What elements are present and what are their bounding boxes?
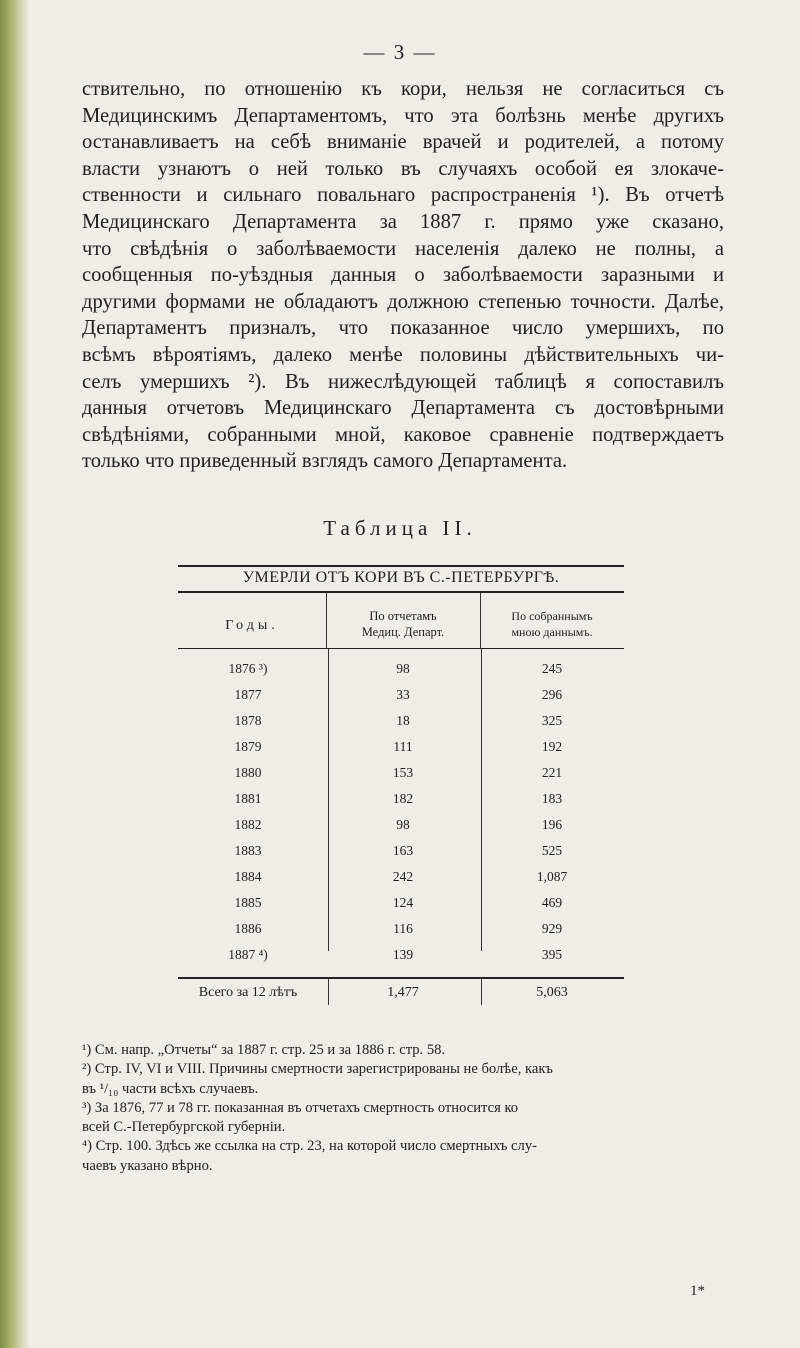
- total-official: 1,477: [387, 985, 419, 1000]
- body-line: другими формами не обладаютъ должною степенью точности. Далѣе,: [82, 290, 724, 313]
- body-line: ствительно, по отношенію къ кори, нельзя не согласиться съ: [82, 78, 724, 100]
- body-line: Медицинскаго Департамента за 1887 г. прямо уже сказано,: [82, 210, 724, 233]
- footnote-line: ⁴) Стр. 100. Здѣсь же ссылка на стр. 23, на которой число смертныхъ слу-: [82, 1138, 537, 1155]
- header-collected-line1: По собраннымъ: [511, 609, 593, 623]
- collected-cell: 245: [541, 661, 563, 676]
- footnote-line: ³) За 1876, 77 и 78 гг. показанная въ отчетахъ смертность относится ко: [82, 1099, 519, 1116]
- collected-cell: 296: [541, 687, 563, 702]
- year-cell: 1884: [234, 869, 262, 884]
- body-line: всѣмъ вѣроятіямъ, далеко менѣе половины дѣйствительныхъ чи-: [82, 343, 724, 366]
- footnote-line: ¹) См. напр. „Отчеты“ за 1887 г. стр. 25 и за 1886 г. стр. 58.: [82, 1042, 446, 1058]
- body-line: власти узнаютъ о ней только въ случаяхъ особой ея злокаче-: [82, 157, 724, 180]
- year-cell: 1877: [234, 687, 262, 702]
- official-cell: 18: [396, 713, 410, 728]
- year-cell: 1886: [234, 921, 262, 936]
- body-line: только что приведенный взглядъ самого Департамента.: [82, 450, 568, 473]
- col-divider: [480, 593, 481, 649]
- page-number: — 3 —: [363, 40, 437, 64]
- body-line: свѣдѣніями, собранными мной, каковое сравненіе подтверждаетъ: [82, 423, 724, 446]
- footnote-line: въ ¹/₁₀ части всѣхъ случаевъ.: [82, 1080, 259, 1097]
- body-line: данныя отчетовъ Медицинскаго Департамента съ достовѣрными: [82, 397, 724, 420]
- year-cell: 1879: [234, 739, 262, 754]
- official-cell: 163: [392, 843, 414, 858]
- table-caption: УМЕРЛИ ОТЪ КОРИ ВЪ С.-ПЕТЕРБУРГѢ.: [242, 569, 560, 586]
- table-row: [178, 869, 624, 895]
- official-cell: 153: [392, 765, 414, 780]
- body-line: Департаментъ призналъ, что показанное число умершихъ, по: [82, 317, 724, 340]
- year-cell: 1885: [234, 895, 262, 910]
- official-cell: 98: [396, 661, 410, 676]
- body-line: селъ умершихъ ²). Въ нижеслѣдующей таблицѣ я сопоставилъ: [82, 370, 724, 393]
- header-official-line1: По отчетамъ: [369, 609, 437, 623]
- caption-rule: [178, 591, 624, 593]
- col-divider: [326, 593, 327, 649]
- collected-cell: 325: [541, 713, 563, 728]
- year-cell: 1878: [234, 713, 262, 728]
- table-title: Таблица II.: [323, 516, 477, 540]
- collected-cell: 196: [541, 817, 563, 832]
- body-line: сообщенныя по-уѣздныя данныя о заболѣваемости заразными и: [82, 264, 724, 287]
- footnote-line: ²) Стр. IV, VI и VIII. Причины смертности зарегистрированы не болѣе, какъ: [82, 1061, 553, 1078]
- table-row: [178, 765, 624, 791]
- header-years: Годы.: [225, 618, 279, 633]
- year-cell: 1876 ³): [228, 661, 268, 676]
- collected-cell: 192: [541, 739, 563, 754]
- year-cell: 1881: [234, 791, 262, 806]
- table-row: [178, 739, 624, 765]
- table-top-rule: [178, 565, 624, 567]
- year-cell: 1887 ⁴): [228, 947, 268, 962]
- official-cell: 182: [392, 791, 414, 806]
- collected-cell: 183: [541, 791, 563, 806]
- total-collected: 5,063: [536, 985, 568, 1000]
- table-row: [178, 895, 624, 921]
- official-cell: 139: [392, 947, 414, 962]
- table-row: [178, 713, 624, 739]
- year-cell: 1883: [234, 843, 262, 858]
- table-row: [178, 921, 624, 947]
- table-row: [178, 817, 624, 843]
- header-collected-line2: мною даннымъ.: [511, 625, 593, 639]
- header-official: [326, 608, 480, 640]
- body-line: ственности и сильнаго повальнаго распространенія ¹). Въ отчетѣ: [82, 184, 724, 207]
- collected-cell: 395: [541, 947, 563, 962]
- table-row: [178, 947, 624, 973]
- year-cell: 1880: [234, 765, 262, 780]
- official-cell: 242: [392, 869, 414, 884]
- footnotes: [82, 1041, 724, 1176]
- official-cell: 33: [396, 687, 410, 702]
- mortality-table: [178, 565, 624, 1005]
- header-official-line2: Медиц. Департ.: [361, 625, 445, 639]
- collected-cell: 469: [541, 895, 563, 910]
- collected-cell: 929: [541, 921, 563, 936]
- official-cell: 111: [393, 739, 413, 754]
- body-paragraph: [82, 76, 724, 475]
- body-line: Медицинскимъ Департаментомъ, что эта болѣзнь менѣе другихъ: [82, 104, 724, 127]
- table-row: [178, 661, 624, 687]
- collected-cell: 221: [541, 765, 563, 780]
- table-row: [178, 843, 624, 869]
- body-line: останавливаетъ на себѣ вниманіе врачей и родителей, а потому: [82, 131, 724, 154]
- header-collected: [480, 608, 624, 640]
- total-label: Всего за 12 лѣтъ: [198, 985, 298, 1000]
- year-cell: 1882: [234, 817, 262, 832]
- table-row: [178, 687, 624, 713]
- official-cell: 98: [396, 817, 410, 832]
- footnote-line: чаевъ указано вѣрно.: [82, 1157, 213, 1174]
- collected-cell: 1,087: [536, 869, 568, 884]
- header-rule: [178, 648, 624, 649]
- total-rule: [178, 977, 624, 979]
- body-line: что свѣдѣнія о заболѣваемости населенія далеко не полны, а: [82, 237, 724, 260]
- footnote-line: всей С.-Петербургской губерніи.: [82, 1119, 286, 1136]
- table-row: [178, 791, 624, 817]
- signature-mark: 1*: [690, 1283, 705, 1299]
- official-cell: 116: [393, 921, 413, 936]
- book-spine-edge: [0, 0, 30, 1348]
- collected-cell: 525: [541, 843, 563, 858]
- official-cell: 124: [392, 895, 414, 910]
